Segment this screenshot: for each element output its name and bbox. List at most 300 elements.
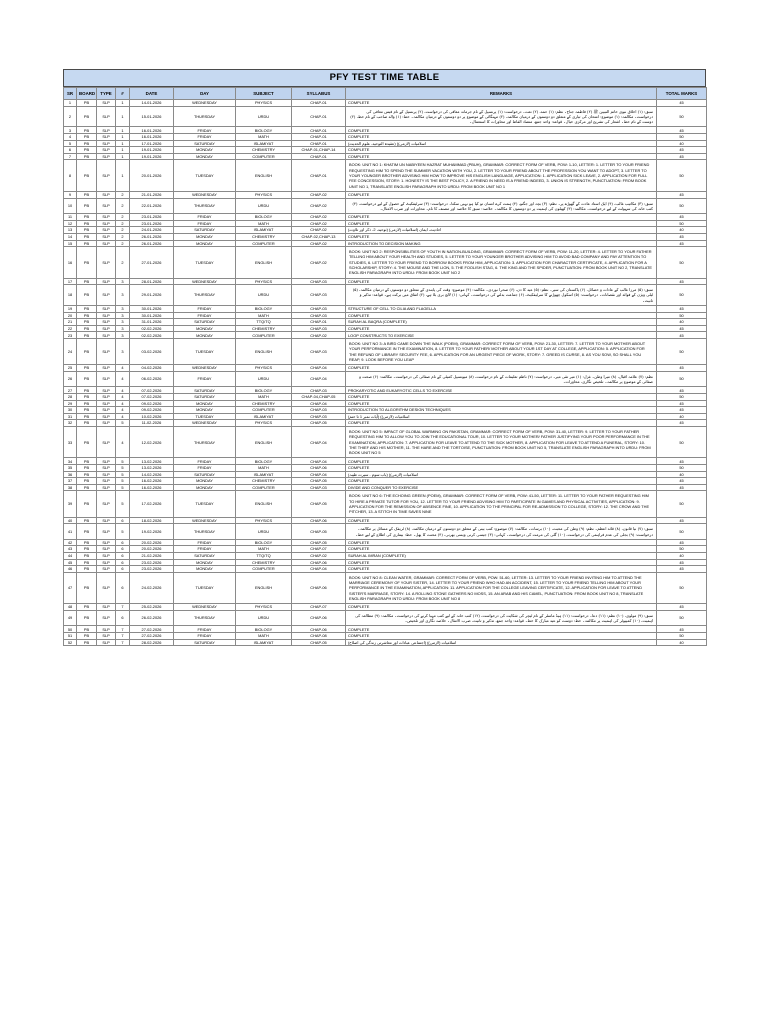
cell-date: 19-02-2026: [130, 524, 174, 540]
cell-syllabus: CHAP-01: [292, 106, 346, 127]
cell-type: SLP: [97, 140, 116, 147]
cell-board: PB: [77, 420, 97, 427]
table-row: [64, 285, 707, 306]
cell-board: PB: [77, 220, 97, 227]
cell-sr: 36: [64, 471, 77, 478]
cell-number: 2: [116, 191, 130, 198]
cell-number: 6: [116, 517, 130, 524]
table-row: [64, 227, 707, 234]
cell-day: FRIDAY: [174, 539, 236, 546]
table-row: [64, 639, 707, 646]
cell-date: 11-02-2026: [130, 420, 174, 427]
cell-total-marks: 45: [657, 365, 707, 372]
cell-day: SATURDAY: [174, 227, 236, 234]
cell-date: 16-01-2026: [130, 127, 174, 134]
cell-day: SATURDAY: [174, 319, 236, 326]
cell-type: SLP: [97, 191, 116, 198]
table-row: [64, 604, 707, 611]
cell-day: FRIDAY: [174, 371, 236, 387]
table-row: [64, 214, 707, 221]
cell-remarks: COMPLETE: [346, 191, 657, 198]
cell-type: SLP: [97, 100, 116, 107]
cell-syllabus: CHAP-01: [292, 153, 346, 160]
cell-day: FRIDAY: [174, 465, 236, 472]
cell-remarks: COMPLETE: [346, 278, 657, 285]
cell-total-marks: 40: [657, 471, 707, 478]
table-row: [64, 400, 707, 407]
cell-subject: PHYSICS: [236, 191, 292, 198]
cell-date: 31-01-2026: [130, 319, 174, 326]
cell-syllabus: CHAP-02,CHAP-13: [292, 233, 346, 240]
cell-day: FRIDAY: [174, 633, 236, 640]
cell-type: SLP: [97, 426, 116, 457]
cell-type: SLP: [97, 394, 116, 401]
cell-board: PB: [77, 319, 97, 326]
table-row: [64, 426, 707, 457]
table-row: [64, 332, 707, 339]
cell-number: 6: [116, 610, 130, 626]
cell-sr: 45: [64, 559, 77, 566]
cell-syllabus: CHAP-06: [292, 610, 346, 626]
cell-date: 02-02-2026: [130, 325, 174, 332]
cell-day: FRIDAY: [174, 127, 236, 134]
cell-subject: URDU: [236, 106, 292, 127]
cell-subject: MATH: [236, 394, 292, 401]
cell-day: WEDNESDAY: [174, 604, 236, 611]
cell-remarks: COMPLETE: [346, 134, 657, 141]
cell-total-marks: 45: [657, 306, 707, 313]
cell-date: 07-02-2026: [130, 394, 174, 401]
cell-total-marks: 45: [657, 191, 707, 198]
cell-syllabus: CHAP-02: [292, 220, 346, 227]
cell-total-marks: 45: [657, 233, 707, 240]
cell-subject: MATH: [236, 220, 292, 227]
cell-remarks: COMPLETE: [346, 127, 657, 134]
cell-subject: URDU: [236, 198, 292, 214]
cell-subject: ENGLISH: [236, 491, 292, 517]
cell-sr: 34: [64, 458, 77, 465]
cell-sr: 8: [64, 160, 77, 191]
cell-sr: 17: [64, 278, 77, 285]
cell-board: PB: [77, 633, 97, 640]
cell-subject: ENGLISH: [236, 339, 292, 365]
cell-date: 16-02-2026: [130, 478, 174, 485]
cell-date: 29-01-2026: [130, 285, 174, 306]
cell-total-marks: 50: [657, 610, 707, 626]
cell-total-marks: 45: [657, 325, 707, 332]
cell-total-marks: 50: [657, 312, 707, 319]
cell-date: 21-01-2026: [130, 191, 174, 198]
cell-syllabus: CHAP-08: [292, 633, 346, 640]
cell-syllabus: CHAP-04: [292, 400, 346, 407]
cell-number: 4: [116, 413, 130, 420]
cell-date: 09-02-2026: [130, 400, 174, 407]
cell-syllabus: CHAP-03: [292, 484, 346, 491]
table-row: [64, 198, 707, 214]
cell-sr: 33: [64, 426, 77, 457]
cell-remarks: COMPLETE: [346, 626, 657, 633]
cell-number: 1: [116, 153, 130, 160]
cell-remarks: COMPLETE: [346, 214, 657, 221]
table-row: [64, 365, 707, 372]
cell-subject: BIOLOGY: [236, 214, 292, 221]
table-row: [64, 471, 707, 478]
cell-type: SLP: [97, 572, 116, 603]
cell-subject: CHEMISTRY: [236, 400, 292, 407]
cell-remarks: COMPLETE: [346, 539, 657, 546]
cell-total-marks: 50: [657, 285, 707, 306]
cell-remarks: COMPLETE: [346, 546, 657, 553]
cell-board: PB: [77, 153, 97, 160]
cell-board: PB: [77, 198, 97, 214]
col-header-remarks: REMARKS: [346, 88, 657, 100]
cell-date: 17-01-2026: [130, 140, 174, 147]
cell-subject: MATH: [236, 465, 292, 472]
cell-sr: 19: [64, 306, 77, 313]
cell-syllabus: CHAP-06: [292, 559, 346, 566]
cell-day: TUESDAY: [174, 339, 236, 365]
cell-board: PB: [77, 100, 97, 107]
cell-type: SLP: [97, 559, 116, 566]
cell-remarks: STRUCTURE OF CELL TO CILIA AND FLAGELLA: [346, 306, 657, 313]
cell-subject: ISLAMIYAT: [236, 639, 292, 646]
cell-total-marks: 45: [657, 100, 707, 107]
cell-date: 13-02-2026: [130, 465, 174, 472]
cell-type: SLP: [97, 306, 116, 313]
page-title: PFY TEST TIME TABLE: [63, 69, 706, 87]
cell-subject: URDU: [236, 610, 292, 626]
cell-remarks: DIVIDE AND CONQUER TO EXERCISE: [346, 484, 657, 491]
cell-date: 14-02-2026: [130, 471, 174, 478]
cell-type: SLP: [97, 365, 116, 372]
cell-syllabus: CHAP-02: [292, 552, 346, 559]
cell-type: SLP: [97, 478, 116, 485]
cell-total-marks: 45: [657, 332, 707, 339]
table-row: [64, 127, 707, 134]
cell-sr: 31: [64, 413, 77, 420]
cell-number: 7: [116, 626, 130, 633]
table-row: [64, 478, 707, 485]
table-row: [64, 610, 707, 626]
cell-date: 18-02-2026: [130, 517, 174, 524]
table-row: [64, 233, 707, 240]
cell-remarks: PROKARYOTIC AND EUKARYOTIC CELLS TO EXERCISE: [346, 387, 657, 394]
cell-subject: ISLAMIYAT: [236, 227, 292, 234]
cell-type: SLP: [97, 566, 116, 573]
cell-number: 6: [116, 539, 130, 546]
cell-type: SLP: [97, 458, 116, 465]
cell-sr: 49: [64, 610, 77, 626]
cell-syllabus: CHAP-03: [292, 407, 346, 414]
cell-date: 24-02-2026: [130, 572, 174, 603]
cell-sr: 30: [64, 407, 77, 414]
cell-date: 26-01-2026: [130, 233, 174, 240]
cell-remarks: BOOK: UNIT NO 1: KHATIM UN NABIYEEN HAZRAT MUHAMMAD (PBUH), GRAMMAR: CORRECT FORM OF VERB, POW: 1-10, LETTER: 1. LETTER TO YOUR FRIEND REQUESTING HIM TO SPEND THE SUMMER VACATION WITH YOU, 2. LETTER TO YOUR FRIEND ABOUT THE PROFESSION YOU WANT TO ADOPT, 3. LETTER TO YOUR YOUNGER BROTHER ADVISING HIM HOW TO IMPROVE HIS ENGLISH LANGUAGE, APPLICATION: 1. APPLICATION SICK LEAVE, 2. APPLICATION FOR FULL FEE CONCESSION, STORY: 1. HONESTY IS THE BEST POLICY, 2. A FRIEND IN NEED IS A FRIEND INDEED, 3. UNION IS STRENGTH, PUNCTUATION: FROM BOOK UNIT NO 1, TRANSLATE ENGLISH PARAGRAPH INTO URDU: FROM BOOK UNIT NO 1: [346, 160, 657, 191]
cell-board: PB: [77, 306, 97, 313]
table-row: [64, 572, 707, 603]
cell-sr: 41: [64, 524, 77, 540]
cell-syllabus: CHAP-04: [292, 458, 346, 465]
cell-type: SLP: [97, 233, 116, 240]
cell-subject: BIOLOGY: [236, 127, 292, 134]
cell-sr: 44: [64, 552, 77, 559]
cell-total-marks: 45: [657, 147, 707, 154]
cell-syllabus: CHAP-02: [292, 198, 346, 214]
cell-day: FRIDAY: [174, 546, 236, 553]
table-row: [64, 240, 707, 247]
cell-remarks: COMPLETE: [346, 633, 657, 640]
cell-board: PB: [77, 106, 97, 127]
cell-date: 23-02-2026: [130, 559, 174, 566]
cell-board: PB: [77, 400, 97, 407]
cell-subject: COMPUTER: [236, 566, 292, 573]
cell-number: 5: [116, 420, 130, 427]
cell-board: PB: [77, 478, 97, 485]
cell-sr: 42: [64, 539, 77, 546]
cell-date: 30-01-2026: [130, 306, 174, 313]
cell-subject: PHYSICS: [236, 517, 292, 524]
cell-day: MONDAY: [174, 332, 236, 339]
cell-remarks: COMPLETE: [346, 400, 657, 407]
cell-sr: 48: [64, 604, 77, 611]
cell-day: TUESDAY: [174, 413, 236, 420]
table-row: [64, 319, 707, 326]
timetable: [63, 87, 707, 646]
table-row: [64, 524, 707, 540]
cell-total-marks: 50: [657, 633, 707, 640]
cell-number: 7: [116, 639, 130, 646]
cell-type: SLP: [97, 240, 116, 247]
cell-syllabus: CHAP-03: [292, 339, 346, 365]
cell-number: 5: [116, 484, 130, 491]
cell-day: TUESDAY: [174, 160, 236, 191]
cell-type: SLP: [97, 332, 116, 339]
cell-sr: 26: [64, 371, 77, 387]
cell-day: WEDNESDAY: [174, 365, 236, 372]
table-row: [64, 312, 707, 319]
cell-subject: COMPUTER: [236, 240, 292, 247]
cell-sr: 35: [64, 465, 77, 472]
cell-board: PB: [77, 247, 97, 278]
cell-date: 19-01-2026: [130, 153, 174, 160]
cell-total-marks: 50: [657, 371, 707, 387]
cell-syllabus: CHAP-04,CHAP-05: [292, 394, 346, 401]
cell-subject: PHYSICS: [236, 604, 292, 611]
cell-number: 5: [116, 524, 130, 540]
table-row: [64, 147, 707, 154]
table-row: [64, 458, 707, 465]
cell-date: 20-01-2026: [130, 160, 174, 191]
cell-syllabus: CHAP-02: [292, 214, 346, 221]
cell-sr: 2: [64, 106, 77, 127]
cell-board: PB: [77, 240, 97, 247]
cell-number: 5: [116, 478, 130, 485]
cell-type: SLP: [97, 371, 116, 387]
cell-date: 23-01-2026: [130, 220, 174, 227]
cell-subject: MATH: [236, 312, 292, 319]
cell-subject: COMPUTER: [236, 484, 292, 491]
cell-sr: 1: [64, 100, 77, 107]
cell-remarks: COMPLETE: [346, 365, 657, 372]
cell-total-marks: 40: [657, 140, 707, 147]
cell-type: SLP: [97, 471, 116, 478]
cell-date: 19-01-2026: [130, 147, 174, 154]
cell-subject: ENGLISH: [236, 426, 292, 457]
cell-board: PB: [77, 325, 97, 332]
col-header-number: #: [116, 88, 130, 100]
table-row: [64, 371, 707, 387]
cell-sr: 15: [64, 240, 77, 247]
cell-type: SLP: [97, 626, 116, 633]
cell-board: PB: [77, 539, 97, 546]
cell-sr: 4: [64, 134, 77, 141]
cell-remarks: COMPLETE: [346, 100, 657, 107]
cell-remarks: COMPLETE: [346, 312, 657, 319]
cell-type: SLP: [97, 639, 116, 646]
table-row: [64, 140, 707, 147]
cell-day: WEDNESDAY: [174, 100, 236, 107]
cell-date: 14-01-2026: [130, 100, 174, 107]
table-row: [64, 278, 707, 285]
cell-day: FRIDAY: [174, 458, 236, 465]
cell-date: 12-02-2026: [130, 426, 174, 457]
cell-board: PB: [77, 387, 97, 394]
cell-number: 3: [116, 306, 130, 313]
cell-date: 17-02-2026: [130, 491, 174, 517]
cell-subject: MATH: [236, 633, 292, 640]
table-row: [64, 552, 707, 559]
cell-sr: 52: [64, 639, 77, 646]
cell-sr: 3: [64, 127, 77, 134]
cell-total-marks: 50: [657, 247, 707, 278]
cell-subject: TTQ/TQ: [236, 319, 292, 326]
cell-number: 1: [116, 100, 130, 107]
cell-syllabus: CHAP-06: [292, 626, 346, 633]
cell-number: 1: [116, 106, 130, 127]
cell-sr: 39: [64, 491, 77, 517]
cell-number: 4: [116, 394, 130, 401]
cell-day: MONDAY: [174, 478, 236, 485]
cell-subject: TTQ/TQ: [236, 552, 292, 559]
cell-syllabus: CHAP-05: [292, 524, 346, 540]
cell-number: 2: [116, 220, 130, 227]
cell-sr: 46: [64, 566, 77, 573]
cell-date: 24-01-2026: [130, 227, 174, 234]
cell-day: WEDNESDAY: [174, 420, 236, 427]
cell-type: SLP: [97, 134, 116, 141]
cell-subject: BIOLOGY: [236, 306, 292, 313]
cell-day: TUESDAY: [174, 491, 236, 517]
cell-total-marks: 45: [657, 240, 707, 247]
cell-remarks: INTRODUCTION TO ALGORITHM DESIGN TECHNIQUES: [346, 407, 657, 414]
cell-remarks: (باب سوم - سیرت طیبہ) (اسلامیات (لازمی): [346, 471, 657, 478]
cell-syllabus: CHAP-06: [292, 517, 346, 524]
cell-subject: CHEMISTRY: [236, 147, 292, 154]
cell-number: 7: [116, 633, 130, 640]
header-row: [64, 88, 707, 100]
cell-day: THURSDAY: [174, 106, 236, 127]
cell-date: 07-02-2026: [130, 387, 174, 394]
col-header-board: BOARD: [77, 88, 97, 100]
cell-subject: PHYSICS: [236, 100, 292, 107]
cell-remarks: COMPLETE: [346, 233, 657, 240]
cell-syllabus: CHAP-04: [292, 371, 346, 387]
cell-number: 3: [116, 312, 130, 319]
cell-syllabus: CHAP-01: [292, 127, 346, 134]
table-row: [64, 387, 707, 394]
cell-board: PB: [77, 365, 97, 372]
cell-day: MONDAY: [174, 407, 236, 414]
cell-sr: 40: [64, 517, 77, 524]
cell-sr: 9: [64, 191, 77, 198]
cell-subject: ENGLISH: [236, 247, 292, 278]
cell-remarks: COMPLETE: [346, 566, 657, 573]
cell-subject: BIOLOGY: [236, 458, 292, 465]
cell-type: SLP: [97, 285, 116, 306]
cell-subject: MATH: [236, 134, 292, 141]
cell-board: PB: [77, 639, 97, 646]
cell-syllabus: CHAP-01: [292, 319, 346, 326]
cell-day: WEDNESDAY: [174, 191, 236, 198]
cell-board: PB: [77, 127, 97, 134]
cell-remarks: COMPLETE: [346, 325, 657, 332]
cell-subject: ENGLISH: [236, 160, 292, 191]
cell-board: PB: [77, 484, 97, 491]
cell-total-marks: 45: [657, 127, 707, 134]
cell-sr: 14: [64, 233, 77, 240]
cell-subject: BIOLOGY: [236, 539, 292, 546]
table-row: [64, 539, 707, 546]
cell-remarks: سبق: (۷) نیا قانون، (۸) قائد اعظم۔ نظم: (۹) وطن کی محبت، (۱۰) برسات۔ مکالمہ: (۷) موضوع: کتب بینی کے متعلق دو دوستوں کے درمیان مکالمہ، (۸) ٹریفک کے مسائل پر مکالمہ۔ درخواست: (۹) بجلی کی عدم فراہمی کی درخواست، (۱۰) گلی کی مرمت کی درخواست۔ کہانی: (۳) جیسی کرنی ویسی بھرنی، (۴) محنت کا پھل۔ خط: بیماری کی اطلاع کے لیے خط۔: [346, 524, 657, 540]
cell-type: SLP: [97, 160, 116, 191]
cell-remarks: (آیات نمبر 1 تا ختم) (اسلامیات (لازمی): [346, 413, 657, 420]
cell-board: PB: [77, 407, 97, 414]
cell-subject: PHYSICS: [236, 278, 292, 285]
cell-number: 2: [116, 240, 130, 247]
cell-date: 10-02-2026: [130, 413, 174, 420]
cell-date: 04-02-2026: [130, 365, 174, 372]
cell-total-marks: 50: [657, 160, 707, 191]
cell-syllabus: CHAP-02: [292, 191, 346, 198]
cell-number: 4: [116, 371, 130, 387]
cell-sr: 51: [64, 633, 77, 640]
table-row: [64, 407, 707, 414]
cell-day: SATURDAY: [174, 639, 236, 646]
cell-day: SATURDAY: [174, 387, 236, 394]
cell-type: SLP: [97, 325, 116, 332]
cell-subject: CHEMISTRY: [236, 559, 292, 566]
cell-date: 13-02-2026: [130, 458, 174, 465]
cell-remarks: BOOK: UNIT NO 6: THE ECHOING GREEN (POEM), GRAMMAR: CORRECT FORM OF VERB, POW: 41-50, LETTER: 11. LETTER TO YOUR FATHER REQUESTING HIM TO HIRE A PRIVATE TUTOR FOR YOU, 12. LETTER TO YOUR FRIEND ADVISING HIM TO PARTICIPATE IN GAMES AND PHYSICAL ACTIVITIES, APPLICATION: 9. APPLICATION FOR THE REMISSION OF ABSENCE FINE, 10. APPLICATION TO THE PRINCIPAL FOR RE-ADMISSION TO COLLEGE, STORY: 12. THE CROW AND THE PITCHER, 13. A STITCH IN TIME SAVES NINE: [346, 491, 657, 517]
table-row: [64, 191, 707, 198]
cell-day: MONDAY: [174, 400, 236, 407]
cell-total-marks: 45: [657, 458, 707, 465]
cell-number: 4: [116, 407, 130, 414]
table-row: [64, 134, 707, 141]
cell-sr: 16: [64, 247, 77, 278]
table-row: [64, 491, 707, 517]
cell-subject: BIOLOGY: [236, 626, 292, 633]
cell-type: SLP: [97, 153, 116, 160]
cell-day: SATURDAY: [174, 552, 236, 559]
cell-board: PB: [77, 426, 97, 457]
cell-total-marks: 45: [657, 420, 707, 427]
col-header-subject: SUBJECT: [236, 88, 292, 100]
cell-board: PB: [77, 227, 97, 234]
cell-syllabus: CHAP-01: [292, 134, 346, 141]
cell-total-marks: 45: [657, 626, 707, 633]
cell-remarks: COMPLETE: [346, 147, 657, 154]
